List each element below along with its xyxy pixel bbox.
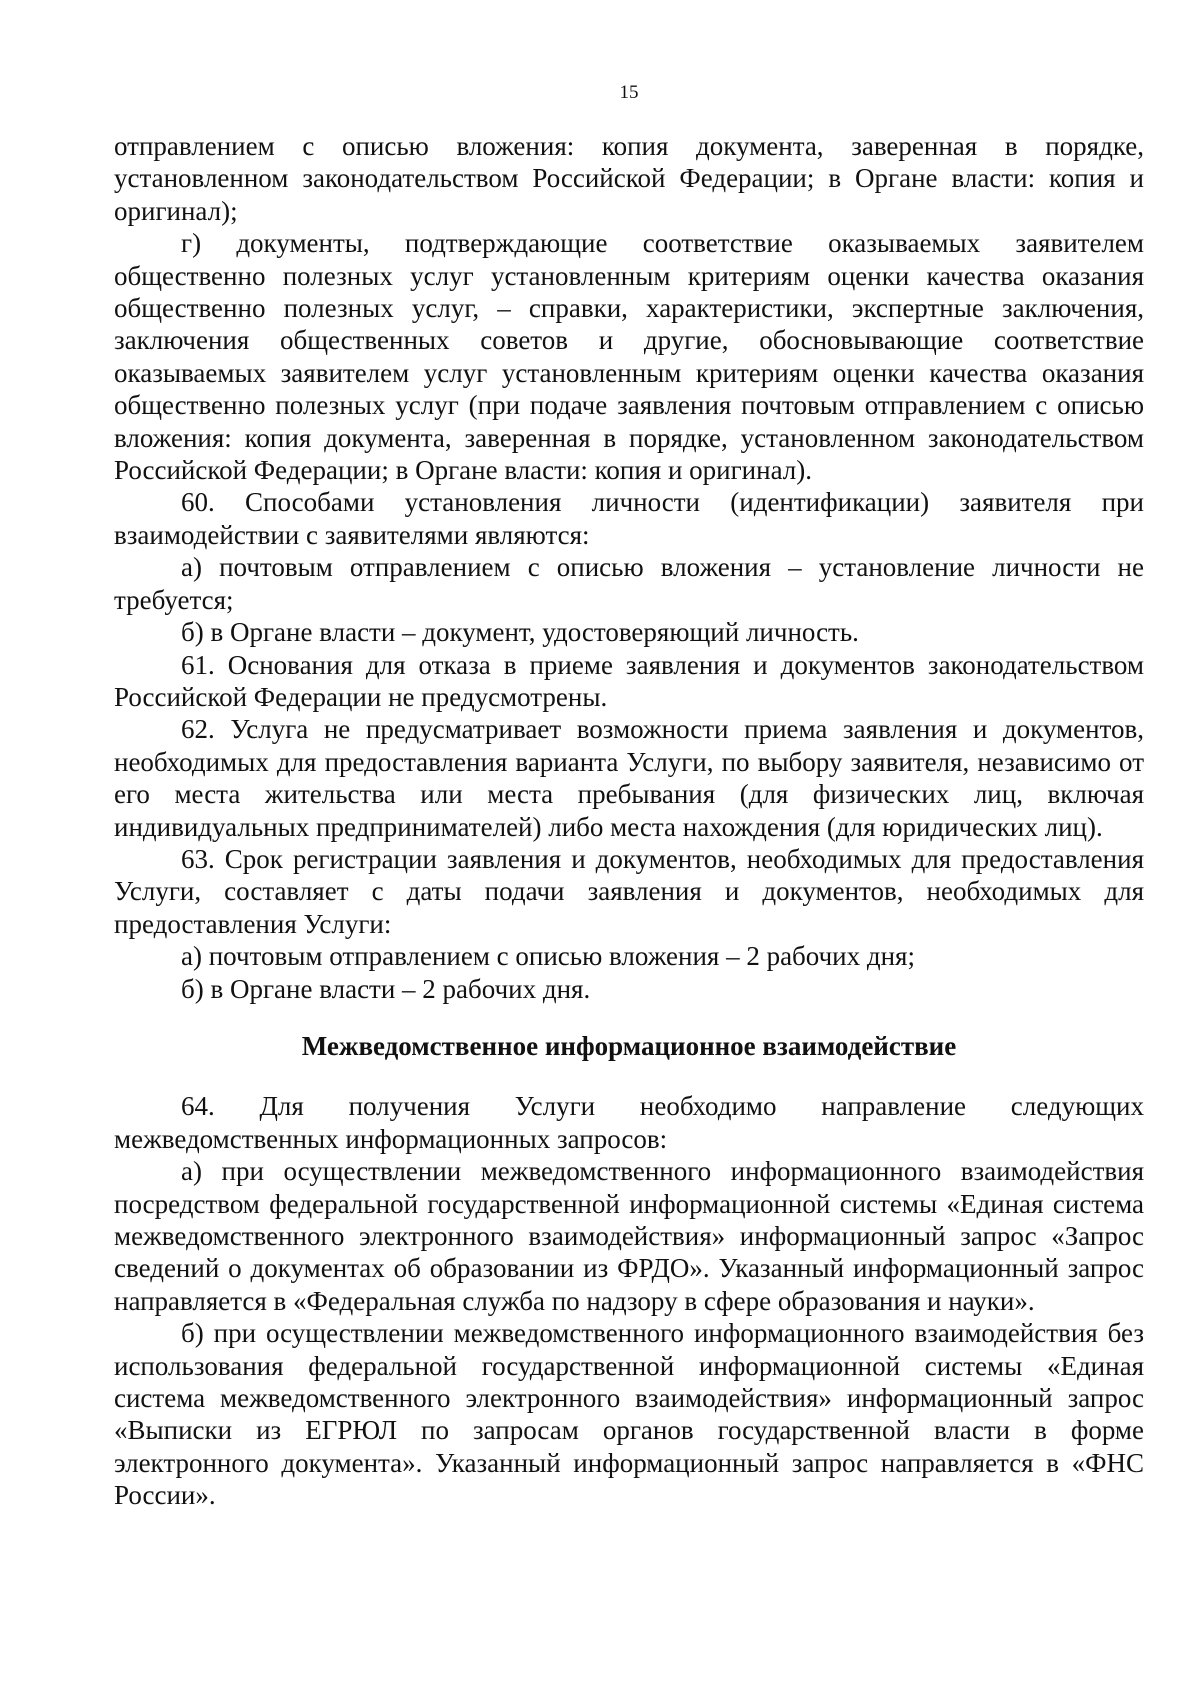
paragraph-63-a: а) почтовым отправлением с описью вложения – 2 рабочих дня;: [181, 941, 915, 972]
paragraph-64-b: б) при осуществлении межведомственного информационного взаимодействия без использования федеральной государственной информационной системы «Единая система межведомственного электронного взаимодействия» информационный запрос «Выписки из ЕГРЮЛ по запросам органов государственной власти в форме электронного документа». Указанный информационный запрос направляется в «ФНС России».: [114, 1318, 1144, 1511]
paragraph-64-a: а) при осуществлении межведомственного информационного взаимодействия посредством федеральной государственной информационной системы «Единая система межведомственного электронного взаимодействия» информационный запрос «Запрос сведений о документах об образовании из ФРДО». Указанный информационный запрос направляется в «Федеральная служба по надзору в сфере образования и науки».: [114, 1156, 1144, 1316]
paragraph-60-b: б) в Органе власти – документ, удостоверяющий личность.: [181, 617, 859, 648]
paragraph-60: 60. Способами установления личности (идентификации) заявителя при взаимодействии с заявителями являются:: [114, 487, 1144, 550]
paragraph-62: 62. Услуга не предусматривает возможности приема заявления и документов, необходимых для предоставления варианта Услуги, по выбору заявителя, независимо от его места жительства или места пребывания (для физических лиц, включая индивидуальных предпринимателей) либо места нахождения (для юридических лиц).: [114, 714, 1144, 842]
paragraph-60-a: а) почтовым отправлением с описью вложения – установление личности не требуется;: [114, 552, 1144, 615]
paragraph-61: 61. Основания для отказа в приеме заявления и документов законодательством Российской Федерации не предусмотрены.: [114, 649, 1144, 712]
page-number: 15: [619, 82, 639, 103]
paragraph-item-g: г) документы, подтверждающие соответствие оказываемых заявителем общественно полезных услуг установленным критериям оценки качества оказания общественно полезных услуг, – справки, характеристики, экспертные заключения, заключения общественных советов и другие, обосновывающие соответствие оказываемых заявителем услуг установленным критериям оценки качества оказания общественно полезных услуг (при подаче заявления почтовым отправлением с описью вложения: копия документа, заверенная в порядке, установленном законодательством Российской Федерации; в Органе власти: копия и оригинал).: [114, 228, 1144, 486]
paragraph-continuation: отправлением с описью вложения: копия документа, заверенная в порядке, установленном законодательством Российской Федерации; в Органе власти: копия и оригинал);: [114, 131, 1144, 226]
paragraph-63: 63. Срок регистрации заявления и документов, необходимых для предоставления Услуги, составляет с даты подачи заявления и документов, необходимых для предоставления Услуги:: [114, 843, 1144, 939]
paragraph-64: 64. Для получения Услуги необходимо направление следующих межведомственных информационных запросов:: [114, 1091, 1144, 1154]
section-heading: Межведомственное информационное взаимодействие: [301, 1030, 957, 1061]
document-body: [114, 130, 1144, 1512]
paragraph-63-b: б) в Органе власти – 2 рабочих дня.: [181, 973, 591, 1004]
